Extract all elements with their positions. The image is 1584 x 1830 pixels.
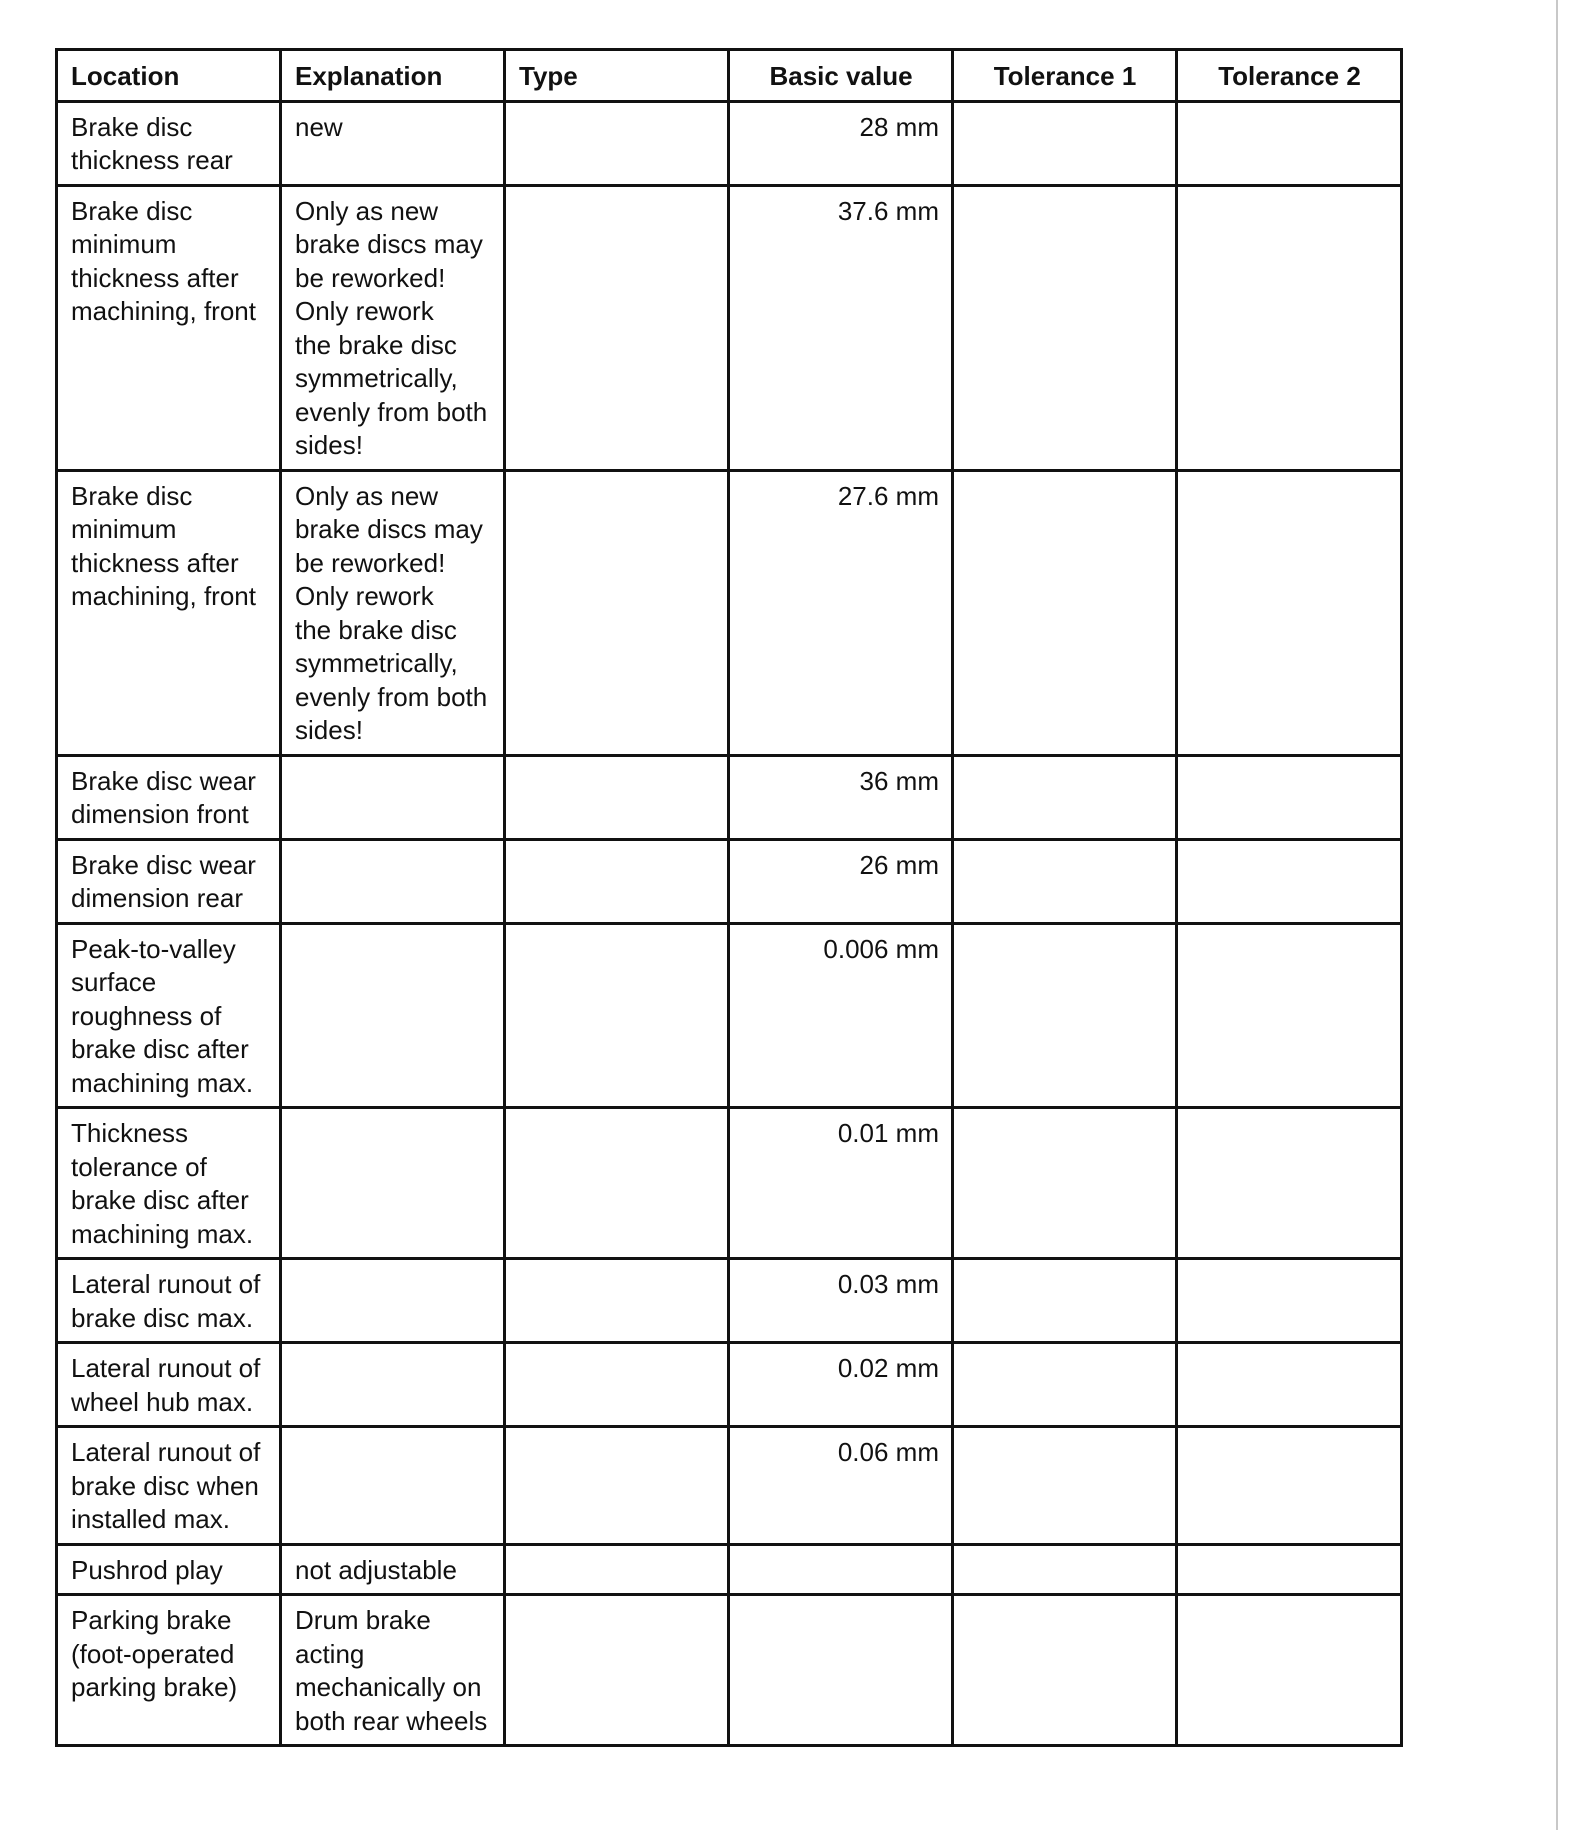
cell-tolerance-1 [953,923,1177,1108]
cell-location: Brake disc thickness rear [57,101,281,185]
cell-type [505,1343,729,1427]
cell-basic-value: 37.6 mm [729,185,953,470]
table-row [57,1544,1402,1595]
cell-tolerance-1 [953,470,1177,755]
cell-type [505,101,729,185]
header-location: Location [57,50,281,102]
cell-basic-value: 36 mm [729,755,953,839]
cell-location: Thickness tolerance of brake disc after machining max. [57,1108,281,1259]
cell-tolerance-2 [1177,1343,1402,1427]
table-header-row [57,50,1402,102]
cell-tolerance-2 [1177,101,1402,185]
table-row [57,101,1402,185]
cell-basic-value: 0.006 mm [729,923,953,1108]
cell-tolerance-1 [953,1343,1177,1427]
cell-tolerance-1 [953,1259,1177,1343]
cell-tolerance-2 [1177,923,1402,1108]
cell-tolerance-1 [953,1595,1177,1746]
cell-location: Brake disc wear dimension front [57,755,281,839]
cell-location: Parking brake (foot-operated parking brake) [57,1595,281,1746]
cell-explanation [281,839,505,923]
header-explanation: Explanation [281,50,505,102]
cell-basic-value: 0.02 mm [729,1343,953,1427]
cell-tolerance-2 [1177,1427,1402,1545]
cell-type [505,923,729,1108]
cell-location: Brake disc minimum thickness after machining, front [57,470,281,755]
cell-location: Lateral runout of brake disc when installed max. [57,1427,281,1545]
cell-tolerance-2 [1177,1544,1402,1595]
cell-type [505,1595,729,1746]
cell-basic-value [729,1544,953,1595]
cell-type [505,1108,729,1259]
brake-specifications-table [55,48,1403,1747]
cell-type [505,185,729,470]
cell-tolerance-2 [1177,755,1402,839]
table-row [57,755,1402,839]
cell-tolerance-1 [953,101,1177,185]
table-row [57,923,1402,1108]
cell-explanation [281,1108,505,1259]
cell-basic-value: 28 mm [729,101,953,185]
cell-explanation [281,923,505,1108]
header-type: Type [505,50,729,102]
cell-explanation [281,755,505,839]
table-row [57,839,1402,923]
table-row [57,1108,1402,1259]
cell-explanation [281,1259,505,1343]
cell-location: Peak-to-valley surface roughness of brake disc after machining max. [57,923,281,1108]
cell-explanation: not adjustable [281,1544,505,1595]
cell-type [505,839,729,923]
cell-type [505,1544,729,1595]
cell-basic-value: 27.6 mm [729,470,953,755]
table-row [57,185,1402,470]
cell-basic-value: 0.03 mm [729,1259,953,1343]
cell-tolerance-2 [1177,839,1402,923]
cell-location: Lateral runout of brake disc max. [57,1259,281,1343]
cell-tolerance-2 [1177,470,1402,755]
cell-type [505,755,729,839]
cell-tolerance-2 [1177,1595,1402,1746]
cell-location: Brake disc wear dimension rear [57,839,281,923]
cell-type [505,470,729,755]
page-edge-divider [1556,0,1558,1830]
cell-location: Pushrod play [57,1544,281,1595]
cell-tolerance-1 [953,755,1177,839]
cell-basic-value: 26 mm [729,839,953,923]
cell-explanation: Only as new brake discs may be reworked! Only rework the brake disc symmetrically, evenly from both sides! [281,470,505,755]
header-tolerance-2: Tolerance 2 [1177,50,1402,102]
cell-tolerance-2 [1177,185,1402,470]
cell-location: Brake disc minimum thickness after machining, front [57,185,281,470]
table-row [57,470,1402,755]
table-row [57,1343,1402,1427]
cell-explanation: Only as new brake discs may be reworked! Only rework the brake disc symmetrically, evenly from both sides! [281,185,505,470]
cell-tolerance-1 [953,1544,1177,1595]
cell-type [505,1259,729,1343]
table-row [57,1259,1402,1343]
cell-tolerance-1 [953,1427,1177,1545]
cell-tolerance-1 [953,839,1177,923]
cell-tolerance-2 [1177,1108,1402,1259]
table-row [57,1595,1402,1746]
cell-basic-value: 0.01 mm [729,1108,953,1259]
cell-tolerance-2 [1177,1259,1402,1343]
table-row [57,1427,1402,1545]
header-tolerance-1: Tolerance 1 [953,50,1177,102]
cell-tolerance-1 [953,185,1177,470]
cell-explanation: new [281,101,505,185]
header-basic-value: Basic value [729,50,953,102]
cell-basic-value: 0.06 mm [729,1427,953,1545]
cell-type [505,1427,729,1545]
cell-location: Lateral runout of wheel hub max. [57,1343,281,1427]
cell-tolerance-1 [953,1108,1177,1259]
cell-basic-value [729,1595,953,1746]
cell-explanation [281,1427,505,1545]
cell-explanation: Drum brake acting mechanically on both rear wheels [281,1595,505,1746]
cell-explanation [281,1343,505,1427]
